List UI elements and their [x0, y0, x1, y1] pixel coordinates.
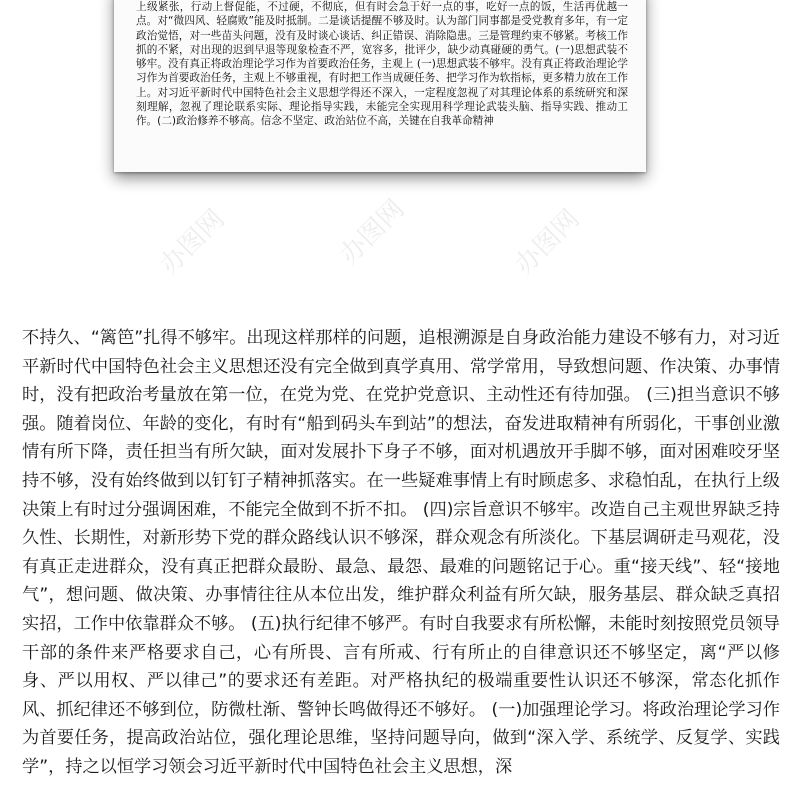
watermark: 办图网 [154, 204, 231, 281]
watermark: 办图网 [334, 194, 411, 271]
document-body-text: 不持久、“篱笆”扎得不够牢。出现这样那样的问题，追根溯源是自身政治能力建设不够有力，对习近平新时代中国特色社会主义思想还没有完全做到真学真用、常学常用，导致想问题、作决策、办事情时，没有把政治考量放在第一位，在党为党、在党护党意识、主动性还有待加强。 (三)担当意识不够强。随着岗位、年龄的变化，有时有“船到码头车到站”的想法，奋发进取精神有所弱化，干事创业激情有所下降，责任担当有所欠缺，面对发展扑下身子不够，面对机遇放开手脚不够，面对困难咬牙坚持不够，没有始终做到以钉钉子精神抓落实。在一些疑难事情上有时顾虑多、求稳怕乱，在执行上级决策上有时过分强调困难，不能完全做到不折不扣。 (四)宗旨意识不够牢。改造自己主观世界缺乏持久性、长期性，对新形势下党的群众路线认识不够深，群众观念有所淡化。下基层调研走马观花，没有真正走进群众，没有真正把群众最盼、最急、最怨、最难的问题铭记于心。重“接天线”、轻“接地气”，想问题、做决策、办事情往往从本位出发，维护群众利益有所欠缺，服务基层、群众缺乏真招实招，工作中依靠群众不够。 (五)执行纪律不够严。有时自我要求有所松懈，未能时刻按照党员领导干部的条件来严格要求自己，心有所畏、言有所戒、行有所止的自律意识还不够坚定，离“严以修身、严以用权、严以律己”的要求还有差距。对严格执纪的极端重要性认识还不够深，常态化抓作风、抓纪律还不够到位，防微杜渐、警钟长鸣做得还不够好。 (一)加强理论学习。将政治理论学习作为首要任务，提高政治站位，强化理论思维，坚持问题导向，做到“深入学、系统学、反复学、实践学”，持之以恒学习领会习近平新时代中国特色社会主义思想，深 [22, 328, 780, 777]
watermark: 办图网 [509, 204, 586, 281]
preview-region [0, 0, 800, 300]
preview-card-text: 上级紧张，行动上督促能，不过硬，不彻底，但有时会急于好一点的事，吃好一点的饭，生活再优越一点。对“微四风、轻腐败”能及时抵制。二是谈话提醒不够及时。认为部门同事都是受党教育多年，有一定政治觉悟，对一些苗头问题，没有及时谈心谈话、纠正错误、消除隐患。三是管理约束不够紧。考核工作抓的不紧，对出现的迟到早退等现象检查不严，宽容多，批评少，缺少动真碰硬的勇气。(一)思想武装不够牢。没有真正将政治理论学习作为首要政治任务，主观上 (一)思想武装不够牢。没有真正将政治理论学习作为首要政治任务，主观上不够重视，有时把工作当成硬任务、把学习作为软指标，更多精力放在工作上。对习近平新时代中国特色社会主义思想学得还不深入，一定程度忽视了对其理论体系的系统研究和深刻理解，忽视了理论联系实际、理论指导实践，未能完全实现用科学理论武装头脑、指导实践、推动工作。(二)政治修养不够高。信念不坚定、政治站位不高，关键在自我革命精神 [136, 1, 628, 128]
document-preview-card [114, 0, 646, 172]
